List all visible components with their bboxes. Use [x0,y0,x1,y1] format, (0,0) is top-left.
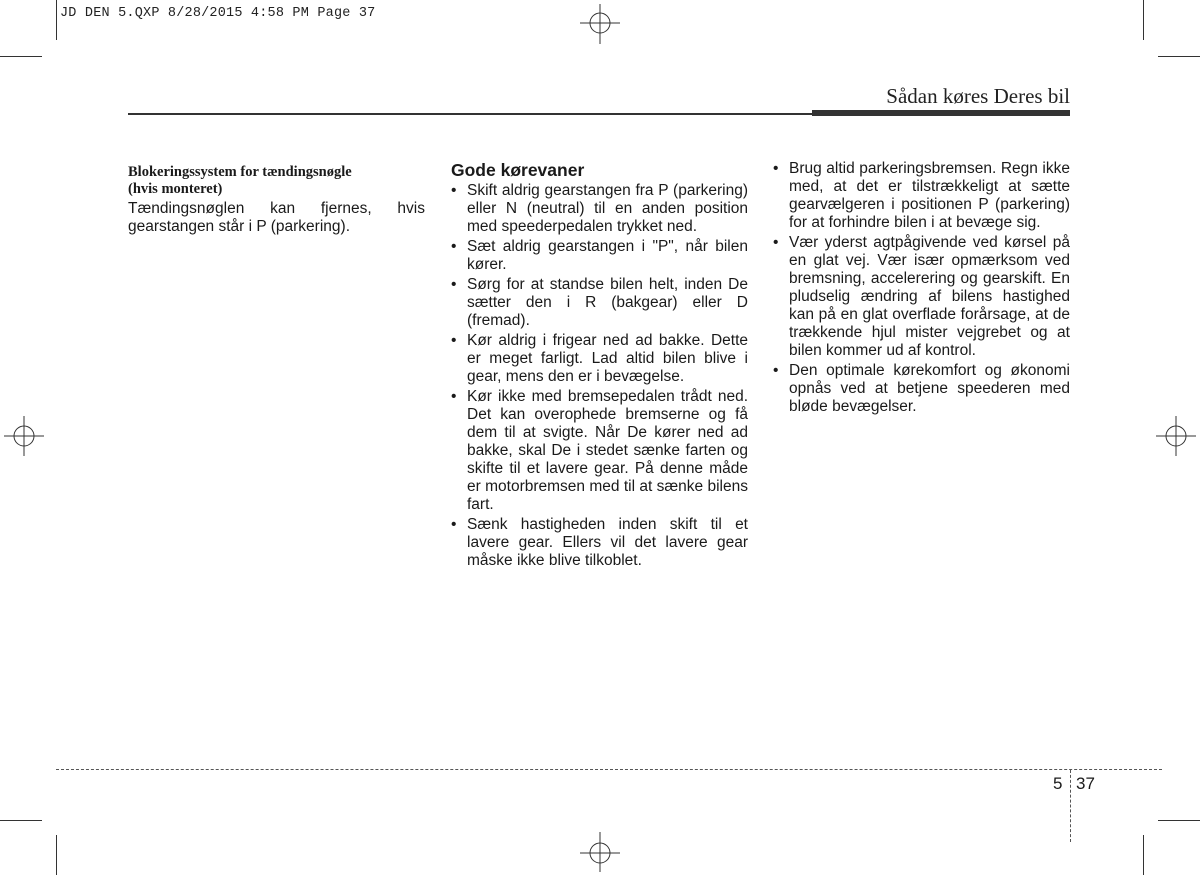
column-2 [451,160,748,572]
list-item-text: Sæt aldrig gearstangen i "P", når bilen kører. [467,238,748,273]
bullet-icon: • [451,332,457,349]
subsection-heading-line: (hvis monteret) [128,181,223,197]
list-item-text: Vær yderst agtpågivende ved kørsel på en glat vej. Vær især opmærksom ved bremsning, accelerering og gearskift. En pludselig ændring af bilens hastighed kan på en glat overflade forårsage, at de trækkende hjul mister vejgrebet og at bilen kommer ud af kontrol. [789,234,1070,359]
header-rule [128,113,812,115]
list-item [451,182,748,236]
list-item-text: Kør ikke med bremsepedalen trådt ned. Det kan overophede bremserne og få dem til at svigte. Når De kører ned ad bakke, skal De i stedet sænke farten og skifte til et lavere gear. På denne måde er motorbremsen med til at sænke bilens fart. [467,388,748,513]
list-item [451,332,748,386]
header-rule-thick [812,110,1070,116]
list-item-text: Den optimale kørekomfort og økonomi opnås ved at betjene speederen med bløde bevægelser. [789,362,1070,415]
registration-mark-icon [580,4,620,44]
bullet-icon: • [773,234,779,251]
list-item-text: Sænk hastigheden inden skift til et lavere gear. Ellers vil det lavere gear måske ikke blive tilkoblet. [467,516,748,569]
crop-mark [0,820,42,821]
printer-slug: JD DEN 5.QXP 8/28/2015 4:58 PM Page 37 [60,6,376,21]
list-item [451,388,748,514]
list-item [451,276,748,330]
bullet-icon: • [451,516,457,533]
registration-mark-icon [4,416,44,456]
column-1 [128,160,425,236]
bullet-icon: • [451,276,457,293]
list-item [451,238,748,274]
bullet-list [451,182,748,570]
subsection-heading [128,164,425,198]
list-item [773,362,1070,416]
bullet-icon: • [451,388,457,405]
bullet-icon: • [773,362,779,379]
bullet-icon: • [773,160,779,177]
crop-mark [56,0,57,40]
list-item-text: Skift aldrig gearstangen fra P (parkering) eller N (neutral) til en anden position med speederpedalen trykket ned. [467,182,748,235]
footer-dashed-divider [1070,770,1071,842]
column-3 [773,160,1070,418]
list-item [773,234,1070,360]
bullet-icon: • [451,238,457,255]
list-item [773,160,1070,232]
body-paragraph: Tændingsnøglen kan fjernes, hvis gearstangen står i P (parkering). [128,200,425,235]
list-item [451,516,748,570]
registration-mark-icon [580,832,620,872]
section-heading: Gode kørevaner [451,160,585,180]
list-item-text: Kør aldrig i frigear ned ad bakke. Dette er meget farligt. Lad altid bilen blive i gear, mens den er i bevægelse. [467,332,748,385]
footer-dashed-rule [56,769,1162,770]
crop-mark [1143,0,1144,40]
bullet-icon: • [451,182,457,199]
subsection-heading-line: Blokeringssystem for tændingsnøgle [128,164,352,180]
list-item-text: Brug altid parkeringsbremsen. Regn ikke med, at det er tilstrækkeligt at sætte gearvælgeren i positionen P (parkering) for at forhindre bilen i at bevæge sig. [789,160,1070,231]
crop-mark [1158,820,1200,821]
list-item-text: Sørg for at standse bilen helt, inden De sætter den i R (bakgear) eller D (fremad). [467,276,748,329]
registration-mark-icon [1156,416,1196,456]
section-title: Sådan køres Deres bil [886,84,1070,108]
crop-mark [1143,835,1144,875]
bullet-list [773,160,1070,416]
page-number: 37 [1076,774,1095,793]
chapter-number: 5 [1053,774,1063,793]
crop-mark [0,56,42,57]
crop-mark [1158,56,1200,57]
crop-mark [56,835,57,875]
